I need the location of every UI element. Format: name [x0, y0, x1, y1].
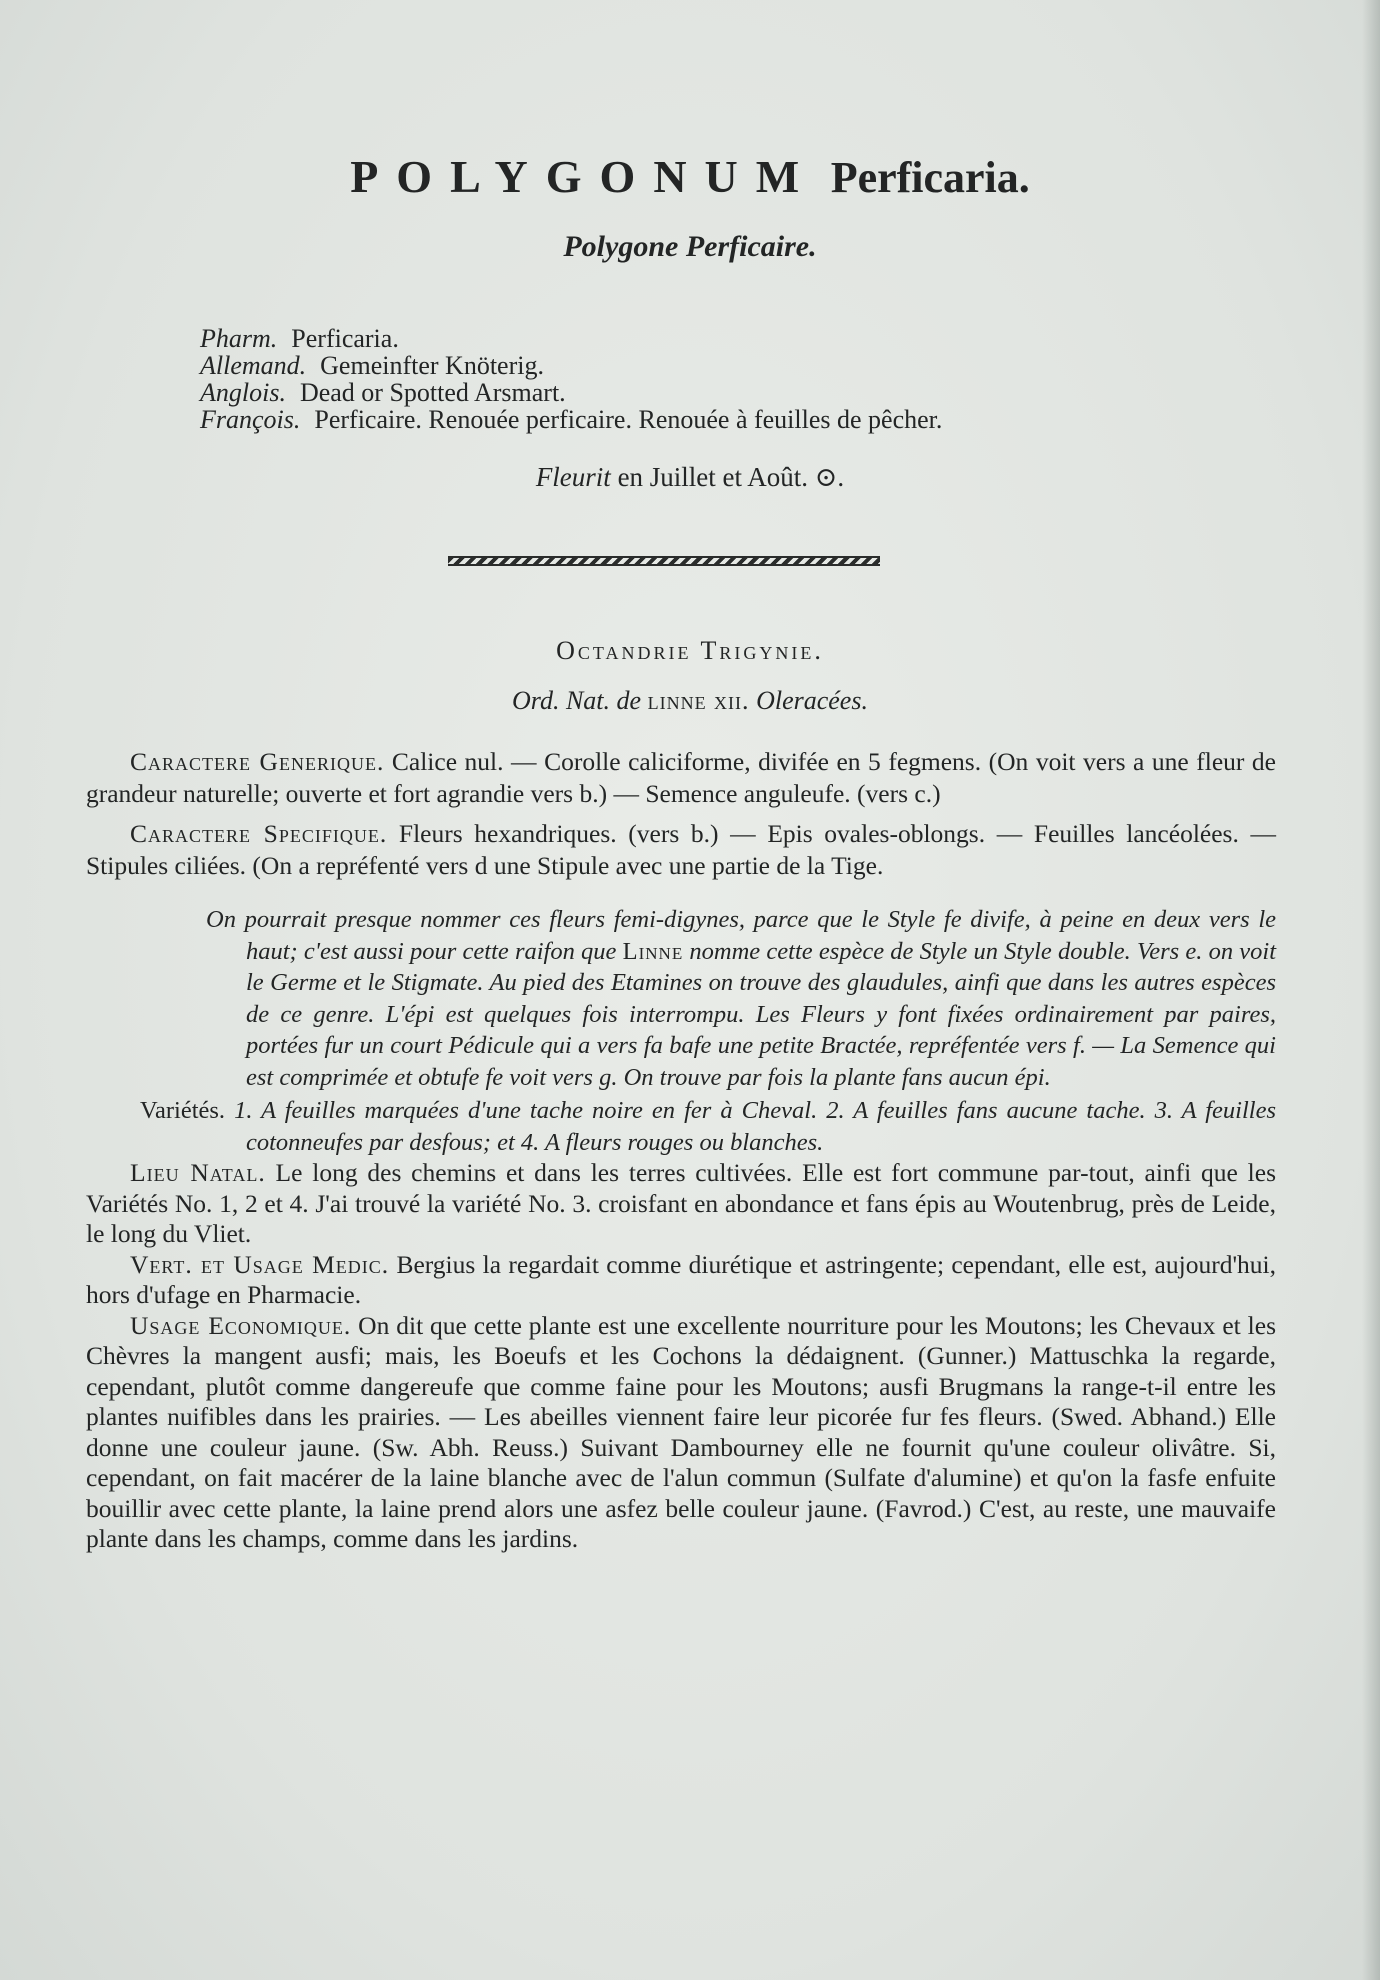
flowering-text: en Juillet et Août.	[617, 462, 809, 492]
note-linne: Linne	[622, 937, 684, 965]
name-row-allemand	[200, 352, 1200, 379]
perennial-symbol-icon: ⊙.	[814, 462, 845, 492]
name-text: Gemeinfter Knöterig.	[320, 351, 544, 380]
ord-name: linne xii.	[647, 686, 750, 715]
name-text: Dead or Spotted Arsmart.	[299, 378, 566, 407]
flowering-line	[0, 462, 1380, 493]
section-head: Lieu Natal.	[130, 1158, 266, 1187]
lang-label: Anglois.	[200, 378, 286, 407]
note-text-b: nomme cette espèce de Style un Style double. Vers e. on voit le Germe et le Stigmate. Au pied des Etamines on trouve des glaudules, ainfi que dans les autres espèces de ce genre. L'épi est quelques fois interrompu. Les Fleurs y font fixées ordinairement par paires, portées fur un court Pédicule qui a vers fa bafe une petite Bractée, repréfentée vers f. — La Semence qui est comprimée et obtufe fe voit vers g. On trouve par fois la plante fans aucun épi.	[246, 937, 1277, 1091]
varieties-paragraph	[86, 1095, 1276, 1158]
description-body	[86, 746, 1276, 1555]
section-text: 1. A feuilles marquées d'une tache noire en fer à Cheval. 2. A feuilles fans aucune tache. 3. A feuilles cotonneufes par desfous; et 4. A fleurs rouges ou blanches.	[234, 1097, 1277, 1156]
ord-suffix: Oleracées.	[756, 686, 868, 715]
section-text: Calice nul. — Corolle caliciforme, divifée en 5 fegmens. (On voit vers a une fleur de grandeur naturelle; ouverte et fort agrandie vers b.) — Semence anguleufe. (vers c.)	[86, 747, 1277, 808]
lang-label: Allemand.	[200, 351, 307, 380]
name-row-francois	[200, 406, 1200, 433]
page-title	[0, 150, 1380, 203]
name-text: Perficaire. Renouée perficaire. Renouée à feuilles de pêcher.	[314, 405, 943, 434]
medical-use-paragraph	[86, 1250, 1276, 1311]
lang-label: Pharm.	[200, 324, 278, 353]
page-edge-shadow	[1362, 0, 1380, 1980]
name-row-pharm	[200, 325, 1200, 352]
french-title: Polygone Perficaire.	[563, 230, 817, 263]
note-text-a: On pourrait presque nommer ces fleurs femi-digynes, parce que le Style fe divife, à peine en deux vers le haut; c'est aussi pour cette raifon que	[206, 906, 1276, 965]
vernacular-names	[200, 325, 1200, 433]
name-text: Perficaria.	[291, 324, 399, 353]
section-text: Fleurs hexandriques. (vers b.) — Epis ovales-oblongs. — Feuilles lancéolées. — Stipules ciliées. (On a repréfenté vers d une Stipule avec une partie de la Tige.	[86, 819, 1276, 880]
economic-use-paragraph	[86, 1311, 1276, 1555]
species-name: Perficaria.	[830, 153, 1030, 202]
section-text: Le long des chemins et dans les terres cultivées. Elle est fort commune par-tout, ainfi que les Variétés No. 1, 2 et 4. J'ai trouvé la variété No. 3. croisfant en abondance et fans épis au Woutenbrug, près de Leide, le long du Vliet.	[86, 1158, 1276, 1248]
lang-label: François.	[200, 405, 301, 434]
natural-order-line	[0, 686, 1380, 716]
section-text: On dit que cette plante est une excellente nourriture pour les Moutons; les Chevaux et les Chèvres la mangent ausfi; mais, les Boeufs et les Cochons la dédaignent. (Gunner.) Mattuschka la regarde, cependant, plutôt comme dangereufe que comme faine pour les Moutons; ausfi Brugmans la range-t-il entre les plantes nuifibles dans les prairies. — Les abeilles viennent faire leur picorée fur fes fleurs. (Swed. Abhand.) Elle donne une couleur jaune. (Sw. Abh. Reuss.) Suivant Dambourney elle ne fournit qu'une couleur olivâtre. Si, cependant, on fait macérer de la laine blanche avec de l'alun commun (Sulfate d'alumine) et qu'on la fasfe enfuite bouillir avec cette plante, la laine prend alors une asfez belle couleur jaune. (Favrod.) C'est, au reste, une mauvaife plante dans les champs, comme dans les jardins.	[86, 1310, 1276, 1553]
italic-note	[86, 904, 1276, 1093]
habitat-paragraph	[86, 1158, 1276, 1250]
section-head: Caractere Generique.	[130, 747, 385, 776]
section-head: Variétés.	[140, 1097, 226, 1124]
name-row-anglois	[200, 379, 1200, 406]
section-head: Vert. et Usage Medic.	[130, 1249, 390, 1279]
section-head: Caractere Specifique.	[130, 819, 388, 848]
specific-character-paragraph	[86, 818, 1276, 882]
generic-character-paragraph	[86, 746, 1276, 810]
genus-name: POLYGONUM	[350, 151, 818, 202]
section-head: Usage Economique.	[130, 1310, 352, 1340]
section-text: Bergius la regardait comme diurétique et astringente; cependant, elle est, aujourd'hui, hors d'ufage en Pharmacie.	[86, 1249, 1276, 1309]
flowering-label: Fleurit	[535, 462, 611, 492]
ord-prefix: Ord. Nat. de	[512, 686, 642, 715]
ornamental-divider	[448, 556, 880, 566]
linnaean-class: Octandrie Trigynie.	[556, 636, 824, 665]
